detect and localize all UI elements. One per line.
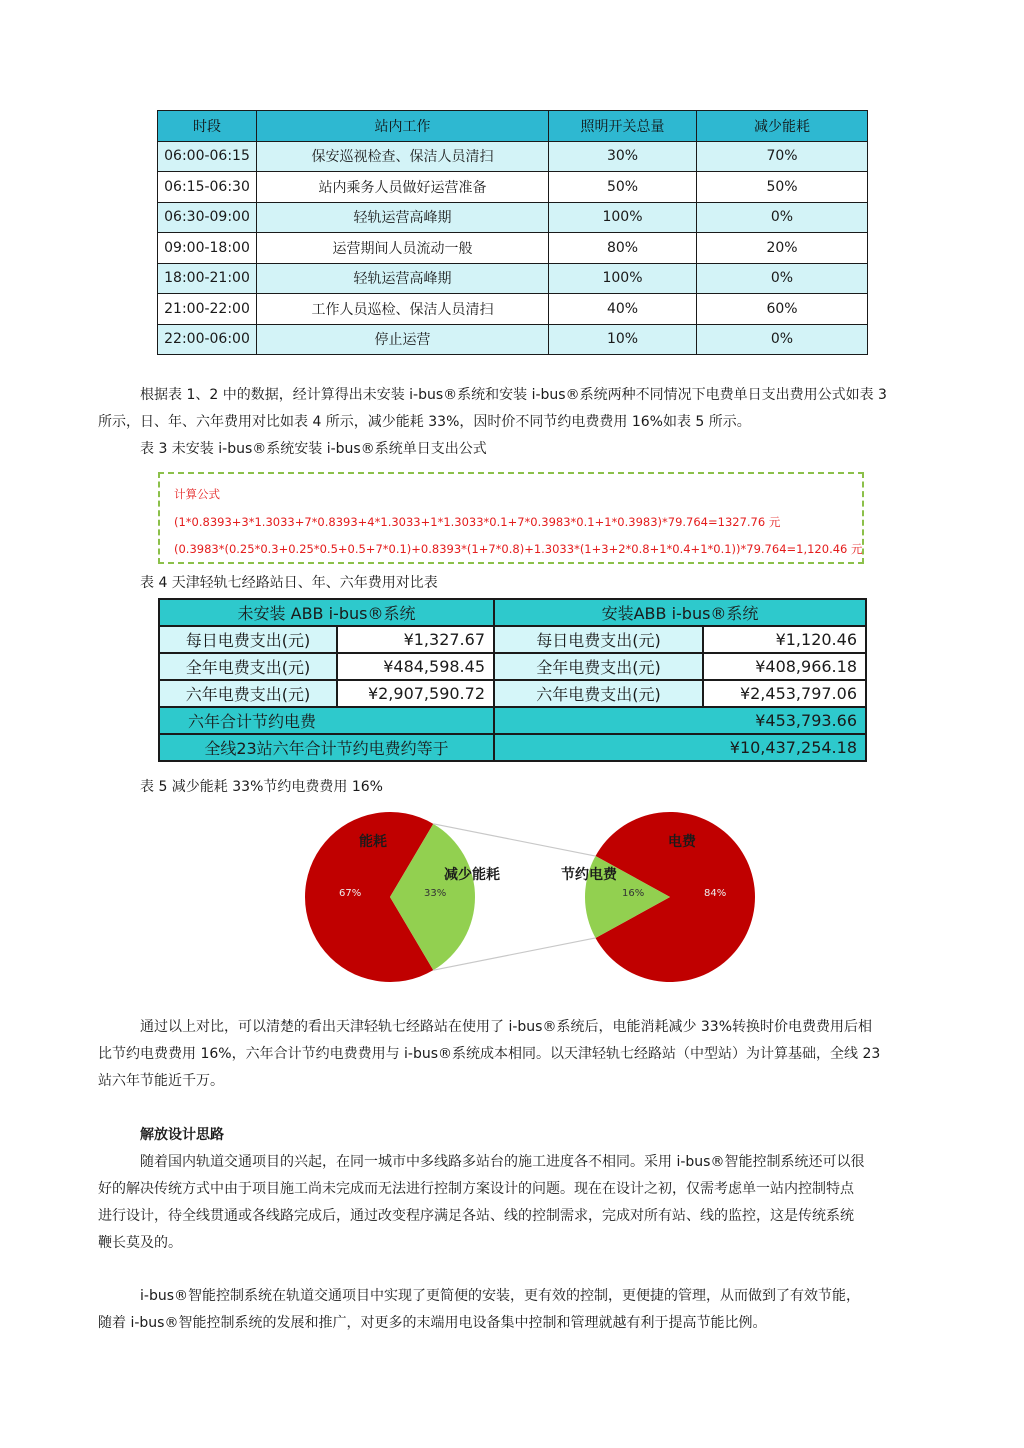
cell: 20% [697,233,868,264]
table5-caption: 表 5 减少能耗 33%节约电费费用 16% [140,779,383,795]
table-row [158,172,868,203]
paragraph-line: 进行设计，待全线贯通或各线路完成后，通过改变程序满足各站、线的控制需求，完成对所有站、线的监控，这是传统系统 [98,1208,854,1224]
table-row [158,294,868,325]
paragraph-line: 站六年节能近千万。 [98,1073,224,1089]
table-header-row [158,111,868,142]
cell-label: 全年电费支出(元) [494,653,703,680]
cell: 0% [697,263,868,294]
cell: 50% [697,172,868,203]
table-header-row [159,599,866,626]
pie1-slice-label: 减少能耗 [444,867,500,883]
paragraph-line: 比节约电费费用 16%，六年合计节约电费费用与 i-bus®系统成本相同。以天津轻轨七经路站（中型站）为计算基础，全线 23 [98,1046,881,1062]
cell: 停止运营 [257,324,549,355]
cell: 0% [697,324,868,355]
paragraph-line: 根据表 1、2 中的数据，经计算得出未安装 i-bus®系统和安装 i-bus®系统两种不同情况下电费单日支出费用公式如表 3 [140,387,887,403]
cell: 40% [549,294,697,325]
cell-value: ¥408,966.18 [703,653,866,680]
cell: 22:00-06:00 [158,324,257,355]
pie2-category-label: 电费 [668,834,696,850]
cell-value: ¥2,453,797.06 [703,680,866,707]
sum-value: ¥10,437,254.18 [494,734,866,761]
table3-caption: 表 3 未安装 i-bus®系统安装 i-bus®系统单日支出公式 [140,441,487,457]
table-row [158,233,868,264]
cell-label: 六年电费支出(元) [494,680,703,707]
cell: 06:15-06:30 [158,172,257,203]
table-row [159,680,866,707]
sum-label: 六年合计节约电费 [159,707,494,734]
header-with-system: 安装ABB i-bus®系统 [494,599,866,626]
sum-label: 全线23站六年合计节约电费约等于 [159,734,494,761]
energy-schedule-table [157,110,868,355]
cell-value: ¥2,907,590.72 [337,680,494,707]
cell-value: ¥1,120.46 [703,626,866,653]
cell: 轻轨运营高峰期 [257,263,549,294]
cell: 30% [549,141,697,172]
cell: 06:30-09:00 [158,202,257,233]
table-row [159,626,866,653]
formula-line-1: (1*0.8393+3*1.3033+7*0.8393+4*1.3033+1*1.3033*0.1+7*0.3983*0.1+1*0.3983)*79.764=1327.76 元 [174,515,781,529]
header-period: 时段 [158,111,257,142]
paragraph-line: 随着 i-bus®智能控制系统的发展和推广，对更多的末端用电设备集中控制和管理就越有利于提高节能比例。 [98,1315,767,1331]
cell: 21:00-22:00 [158,294,257,325]
cell-label: 全年电费支出(元) [159,653,337,680]
pie2-slice-label: 节约电费 [561,867,617,883]
cell: 100% [549,263,697,294]
table-row-sum [159,734,866,761]
paragraph-line: 好的解决传统方式中由于项目施工尚未完成而无法进行控制方案设计的问题。现在在设计之初，仅需考虑单一站内控制特点 [98,1181,854,1197]
cell: 80% [549,233,697,264]
header-lighting: 照明开关总量 [549,111,697,142]
paragraph-line: 所示，日、年、六年费用对比如表 4 所示，减少能耗 33%，因时价不同节约电费费用 16%如表 5 所示。 [98,414,751,430]
formula-box [158,472,864,564]
cell-value: ¥484,598.45 [337,653,494,680]
cell: 轻轨运营高峰期 [257,202,549,233]
paragraph-line: 通过以上对比，可以清楚的看出天津轻轨七经路站在使用了 i-bus®系统后，电能消耗减少 33%转换时价电费费用后相 [140,1019,873,1035]
cost-comparison-table [158,598,867,762]
cell: 100% [549,202,697,233]
pie1-category-label: 能耗 [359,834,387,850]
cell: 06:00-06:15 [158,141,257,172]
header-without-system: 未安装 ABB i-bus®系统 [159,599,494,626]
table-row-sum [159,707,866,734]
header-reduction: 减少能耗 [697,111,868,142]
table4-caption: 表 4 天津轻轨七经路站日、年、六年费用对比表 [140,575,438,591]
cell: 工作人员巡检、保洁人员清扫 [257,294,549,325]
table-row [158,141,868,172]
cell-label: 每日电费支出(元) [159,626,337,653]
cell: 50% [549,172,697,203]
cell: 18:00-21:00 [158,263,257,294]
formula-line-2: (0.3983*(0.25*0.3+0.25*0.5+0.5+7*0.1)+0.8393*(1+7*0.8)+1.3033*(1+3+2*0.8+1*0.4+1*0.1))*79.764=1,120.46 元 [174,542,863,556]
table-row [158,202,868,233]
cell: 运营期间人员流动一般 [257,233,549,264]
table-row [158,263,868,294]
pie1-pct-main: 67% [339,888,362,899]
cell-label: 六年电费支出(元) [159,680,337,707]
paragraph-line: 随着国内轨道交通项目的兴起，在同一城市中多线路多站台的施工进度各不相同。采用 i-bus®智能控制系统还可以很 [140,1154,865,1170]
pie2-pct-slice: 16% [622,888,645,899]
formula-title: 计算公式 [174,487,220,501]
cell: 60% [697,294,868,325]
cell: 保安巡视检查、保洁人员清扫 [257,141,549,172]
cell-label: 每日电费支出(元) [494,626,703,653]
paragraph-line: i-bus®智能控制系统在轨道交通项目中实现了更简便的安装，更有效的控制，更便捷的管理，从而做到了有效节能， [140,1288,860,1304]
paragraph-line: 鞭长莫及的。 [98,1235,182,1251]
cell: 09:00-18:00 [158,233,257,264]
cell-value: ¥1,327.67 [337,626,494,653]
pie1-pct-slice: 33% [424,888,447,899]
sum-value: ¥453,793.66 [494,707,866,734]
section-heading: 解放设计思路 [140,1127,224,1143]
cell: 10% [549,324,697,355]
cell: 站内乘务人员做好运营准备 [257,172,549,203]
cell: 0% [697,202,868,233]
table-row [158,324,868,355]
header-work: 站内工作 [257,111,549,142]
cell: 70% [697,141,868,172]
pie2-pct-main: 84% [704,888,727,899]
table-row [159,653,866,680]
